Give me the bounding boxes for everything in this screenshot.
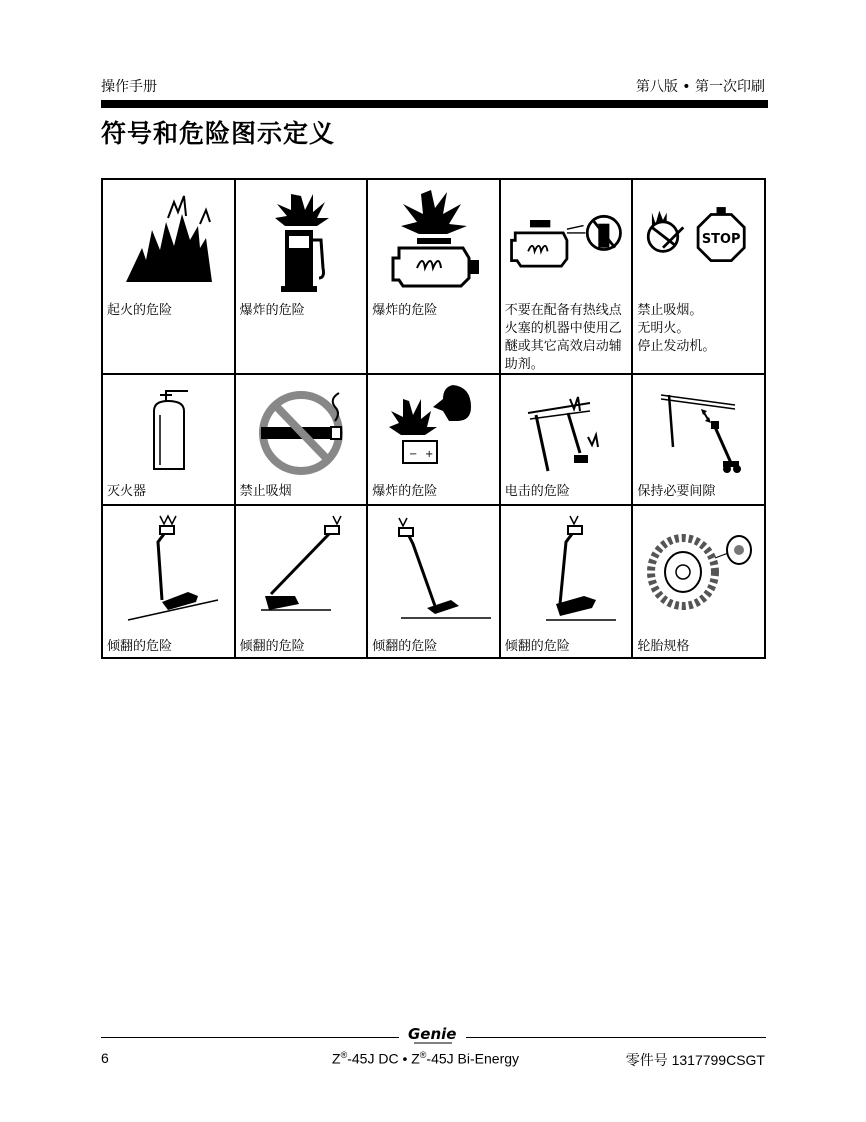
- battery-explosion-icon: [373, 381, 493, 481]
- symbol-cell: [500, 505, 633, 658]
- fire-icon: [108, 188, 228, 300]
- header-rule: [101, 100, 768, 108]
- tipover-slope-icon: [108, 512, 228, 624]
- symbol-caption: 灭火器: [107, 484, 147, 499]
- svg-text:+: +: [425, 449, 434, 460]
- engine-explosion-icon: [373, 188, 493, 300]
- symbol-caption: 爆炸的危险: [239, 303, 305, 318]
- symbol-cell: [632, 179, 765, 374]
- symbol-cell: [632, 374, 765, 505]
- model-text: -45J DC • Z: [347, 1050, 420, 1067]
- footer-rule-left: [101, 1037, 399, 1038]
- model-text: Z: [332, 1050, 341, 1067]
- symbol-caption: 倾翻的危险: [107, 639, 173, 654]
- clearance-icon: [639, 381, 759, 481]
- table-row: [102, 374, 765, 505]
- footer-rule-right: [466, 1037, 766, 1038]
- tire-specification-icon: [639, 512, 759, 624]
- symbol-cell: [235, 505, 368, 658]
- symbol-cell: [367, 374, 500, 505]
- tipover-extended-icon: [241, 512, 361, 624]
- no-smoking-stop-icon: [639, 188, 759, 300]
- symbol-cell: [102, 374, 235, 505]
- table-row: [102, 505, 765, 658]
- symbol-caption: 倾翻的危险: [504, 639, 570, 654]
- symbol-cell: [102, 179, 235, 374]
- symbol-cell: [632, 505, 765, 658]
- symbol-caption: 爆炸的危险: [372, 484, 438, 499]
- no-ether-engine-icon: [506, 188, 626, 300]
- svg-text:−: −: [409, 449, 418, 460]
- symbol-cell: [500, 374, 633, 505]
- tipover-tilted-icon: [506, 512, 626, 624]
- symbol-caption: 禁止吸烟: [239, 484, 292, 499]
- symbol-cell: [367, 179, 500, 374]
- registered-mark: ®: [340, 1050, 348, 1060]
- fuel-pump-explosion-icon: [241, 188, 361, 300]
- model-text: -45J Bi-Energy: [426, 1050, 520, 1067]
- symbol-cell: [500, 179, 633, 374]
- symbol-cell: [102, 505, 235, 658]
- footer-model-name: [332, 1050, 519, 1067]
- symbol-cell: [367, 505, 500, 658]
- symbol-caption: 保持必要间隙: [637, 484, 716, 499]
- tipover-curb-icon: [373, 512, 493, 624]
- no-smoking-icon: [241, 381, 361, 481]
- symbol-caption: 爆炸的危险: [372, 303, 438, 318]
- electrocution-icon: [506, 381, 626, 481]
- header-manual-title: 操作手册: [101, 79, 157, 95]
- symbol-cell: [235, 179, 368, 374]
- symbol-caption: 禁止吸烟。 无明火。 停止发动机。: [637, 303, 716, 354]
- symbol-caption: 电击的危险: [504, 484, 570, 499]
- fire-extinguisher-icon: [108, 381, 228, 481]
- symbol-caption: 不要在配备有热线点火塞的机器中使用乙醚或其它高效启动辅助剂。: [504, 303, 622, 372]
- svg-text:Genie: Genie: [408, 1025, 457, 1043]
- registered-mark: ®: [419, 1050, 427, 1060]
- symbol-caption: 倾翻的危险: [372, 639, 438, 654]
- part-number: 零件号 1317799CSGT: [625, 1052, 765, 1068]
- page-title: 符号和危险图示定义: [101, 119, 336, 148]
- hazard-symbol-table: [101, 178, 766, 659]
- table-row: [102, 179, 765, 374]
- symbol-cell: [235, 374, 368, 505]
- genie-logo-icon: [406, 1024, 460, 1046]
- svg-text:STOP: STOP: [701, 232, 741, 248]
- symbol-caption: 倾翻的危险: [239, 639, 305, 654]
- header-edition: 第八版 • 第一次印刷: [635, 79, 765, 95]
- page-number: 6: [101, 1050, 109, 1066]
- symbol-caption: 轮胎规格: [637, 639, 690, 654]
- symbol-caption: 起火的危险: [107, 303, 173, 318]
